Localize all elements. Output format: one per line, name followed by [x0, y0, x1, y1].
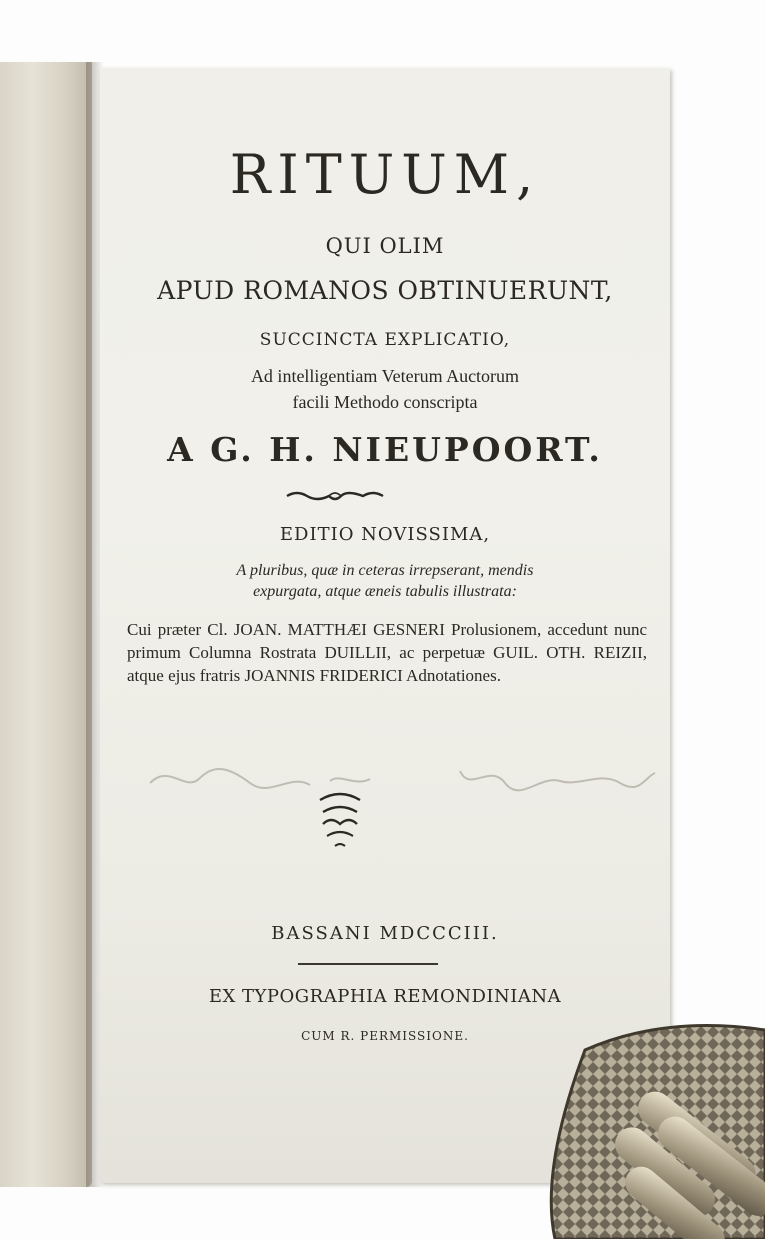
contents-paragraph: Cui præter Cl. JOAN. MATTHÆI GESNERI Prolusionem, accedunt nunc primum Columna Rostrata DUILLII, ac perpetuæ GUIL. OTH. REIZII, atque ejus fratris JOANNIS FRIDERICI Adnotationes.	[127, 620, 647, 685]
imprint-rule	[298, 963, 438, 965]
edition-note-line-1: A pluribus, quæ in ceteras irrepserant, mendis	[236, 562, 534, 579]
imprint-permission: CUM R. PERMISSIONE.	[301, 1029, 469, 1043]
book-spine	[0, 62, 92, 1187]
fleuron-vignette-icon	[315, 790, 365, 850]
edition-note-line-2: expurgata, atque æneis tabulis illustrata:	[253, 583, 517, 600]
subtitle-line-1: QUI OLIM	[325, 234, 445, 258]
subtitle-line-4: Ad intelligentiam Veterum Auctorum	[250, 366, 520, 386]
subtitle-line-3: SUCCINCTA EXPLICATIO,	[259, 330, 511, 350]
scroll-ornament-icon	[285, 488, 385, 504]
metal-clip-icon	[545, 1020, 765, 1239]
subtitle-line-5: facili Methodo conscripta	[292, 392, 478, 412]
imprint-printer: EX TYPOGRAPHIA REMONDINIANA	[208, 986, 562, 1007]
subtitle-line-2: APUD ROMANOS OBTINUERUNT,	[157, 276, 613, 305]
imprint-place-date: BASSANI MDCCCIII.	[271, 923, 499, 944]
faded-signature-icon	[140, 753, 660, 803]
book-title: RITUUM,	[229, 143, 541, 206]
edition-line: EDITIO NOVISSIMA,	[279, 524, 491, 545]
title-page	[100, 68, 670, 1183]
author-name: A G. H. NIEUPOORT.	[167, 430, 603, 469]
